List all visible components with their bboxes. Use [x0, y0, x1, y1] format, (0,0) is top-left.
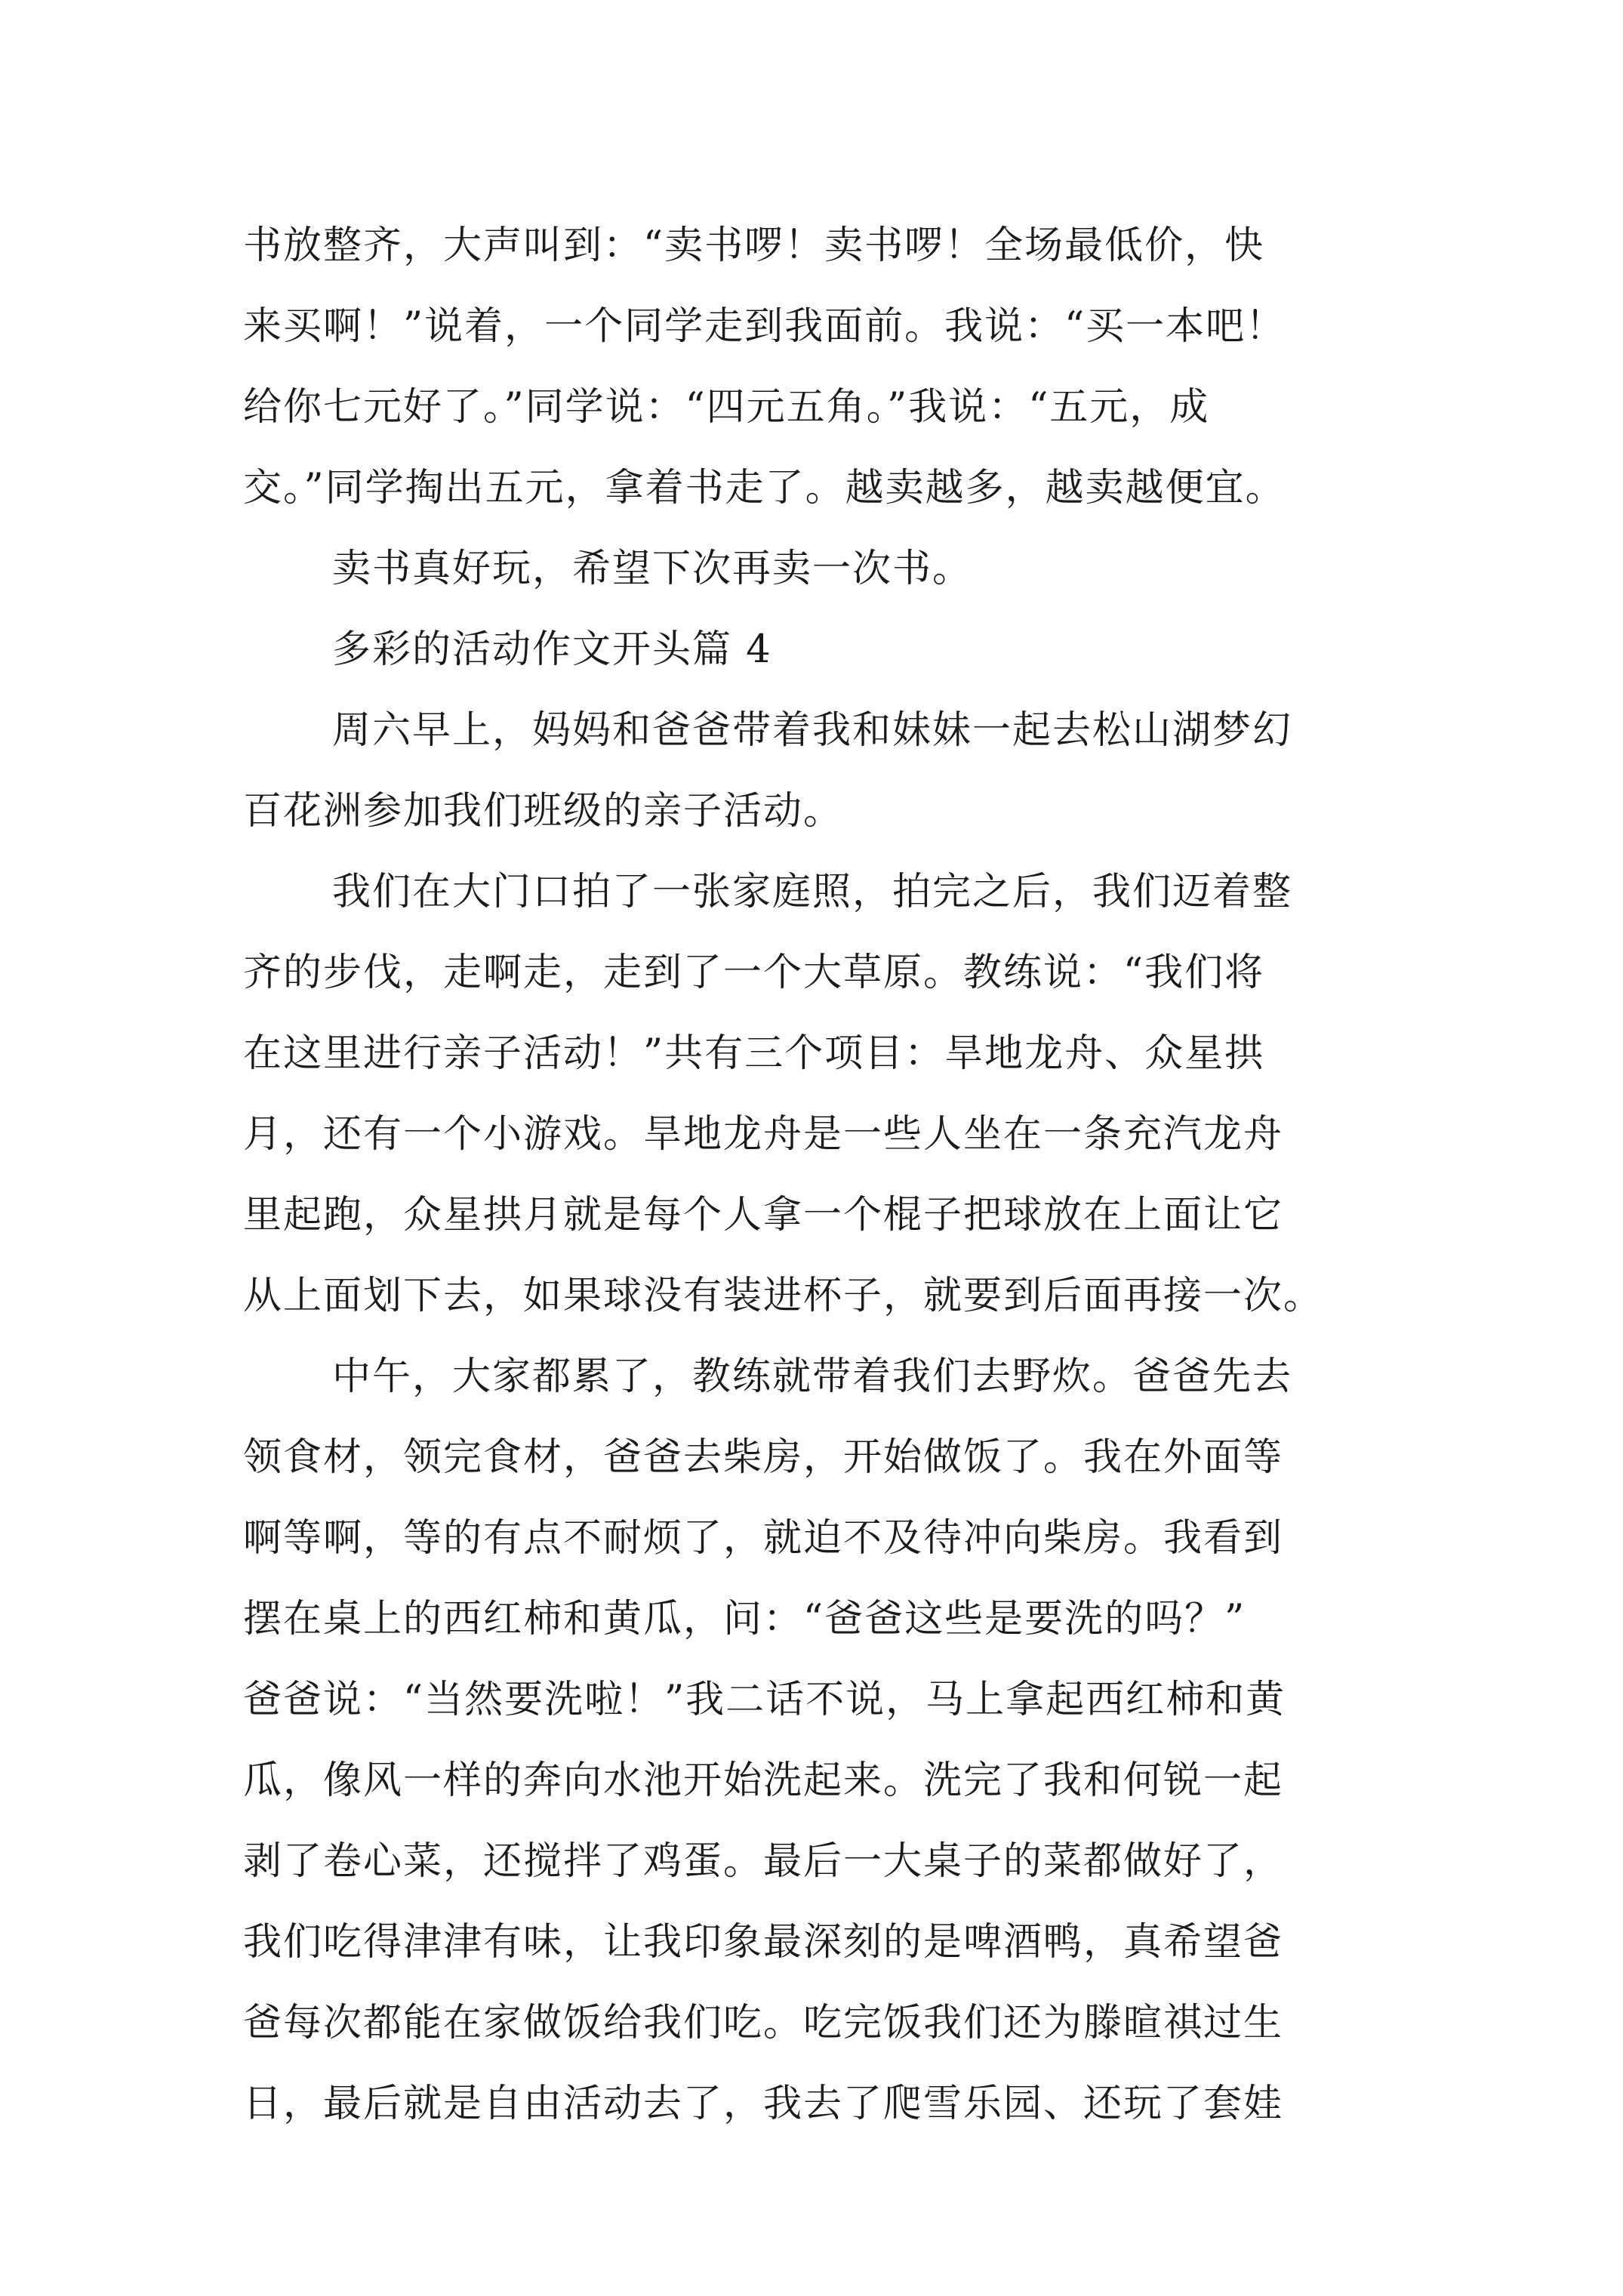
text-line: 周六早上，妈妈和爸爸带着我和妹妹一起去松山湖梦幻	[332, 708, 1293, 753]
text-line: 从上面划下去，如果球没有装进杯子，就要到后面再接一次。	[243, 1274, 1324, 1318]
text-line: 摆在桌上的西红柿和黄瓜，问：“爸爸这些是要洗的吗？”	[243, 1597, 1246, 1641]
text-line: 卖书真好玩，希望下次再卖一次书。	[332, 547, 973, 591]
text-line: 中午，大家都累了，教练就带着我们去野炊。爸爸先去	[332, 1354, 1293, 1399]
text-line: 爸每次都能在家做饭给我们吃。吃完饭我们还为滕暄祺过生	[243, 2001, 1284, 2045]
section-heading: 多彩的活动作文开头篇 4	[332, 627, 772, 672]
text-line: 领食材，领完食材，爸爸去柴房，开始做饭了。我在外面等	[243, 1435, 1284, 1480]
text-line: 里起跑，众星拱月就是每个人拿一个棍子把球放在上面让它	[243, 1193, 1284, 1237]
text-line: 来买啊！”说着，一个同学走到我面前。我说：“买一本吧！	[243, 304, 1286, 349]
text-line: 百花洲参加我们班级的亲子活动。	[243, 789, 844, 834]
text-line: 在这里进行亲子活动！”共有三个项目：旱地龙舟、众星拱	[243, 1031, 1265, 1076]
text-line: 我们吃得津津有味，让我印象最深刻的是啤酒鸭，真希望爸	[243, 1920, 1284, 1965]
text-line: 齐的步伐，走啊走，走到了一个大草原。教练说：“我们将	[243, 951, 1265, 995]
text-line: 交。”同学掏出五元，拿着书走了。越卖越多，越卖越便宜。	[243, 466, 1286, 510]
text-line: 剥了卷心菜，还搅拌了鸡蛋。最后一大桌子的菜都做好了，	[243, 1839, 1284, 1884]
text-line: 我们在大门口拍了一张家庭照，拍完之后，我们迈着整	[332, 870, 1293, 914]
text-line: 瓜，像风一样的奔向水池开始洗起来。洗完了我和何锐一起	[243, 1758, 1284, 1803]
text-line: 给你七元好了。”同学说：“四元五角。”我说：“五元，成	[243, 385, 1210, 430]
text-line: 爸爸说：“当然要洗啦！”我二话不说，马上拿起西红柿和黄	[243, 1678, 1286, 1722]
document-body	[243, 205, 1412, 2144]
text-line: 书放整齐，大声叫到：“卖书啰！卖书啰！全场最低价，快	[243, 223, 1265, 268]
text-line: 啊等啊，等的有点不耐烦了，就迫不及待冲向柴房。我看到	[243, 1516, 1284, 1561]
text-line: 月，还有一个小游戏。旱地龙舟是一些人坐在一条充汽龙舟	[243, 1112, 1284, 1157]
text-line: 日，最后就是自由活动去了，我去了爬雪乐园、还玩了套娃	[243, 2082, 1284, 2126]
